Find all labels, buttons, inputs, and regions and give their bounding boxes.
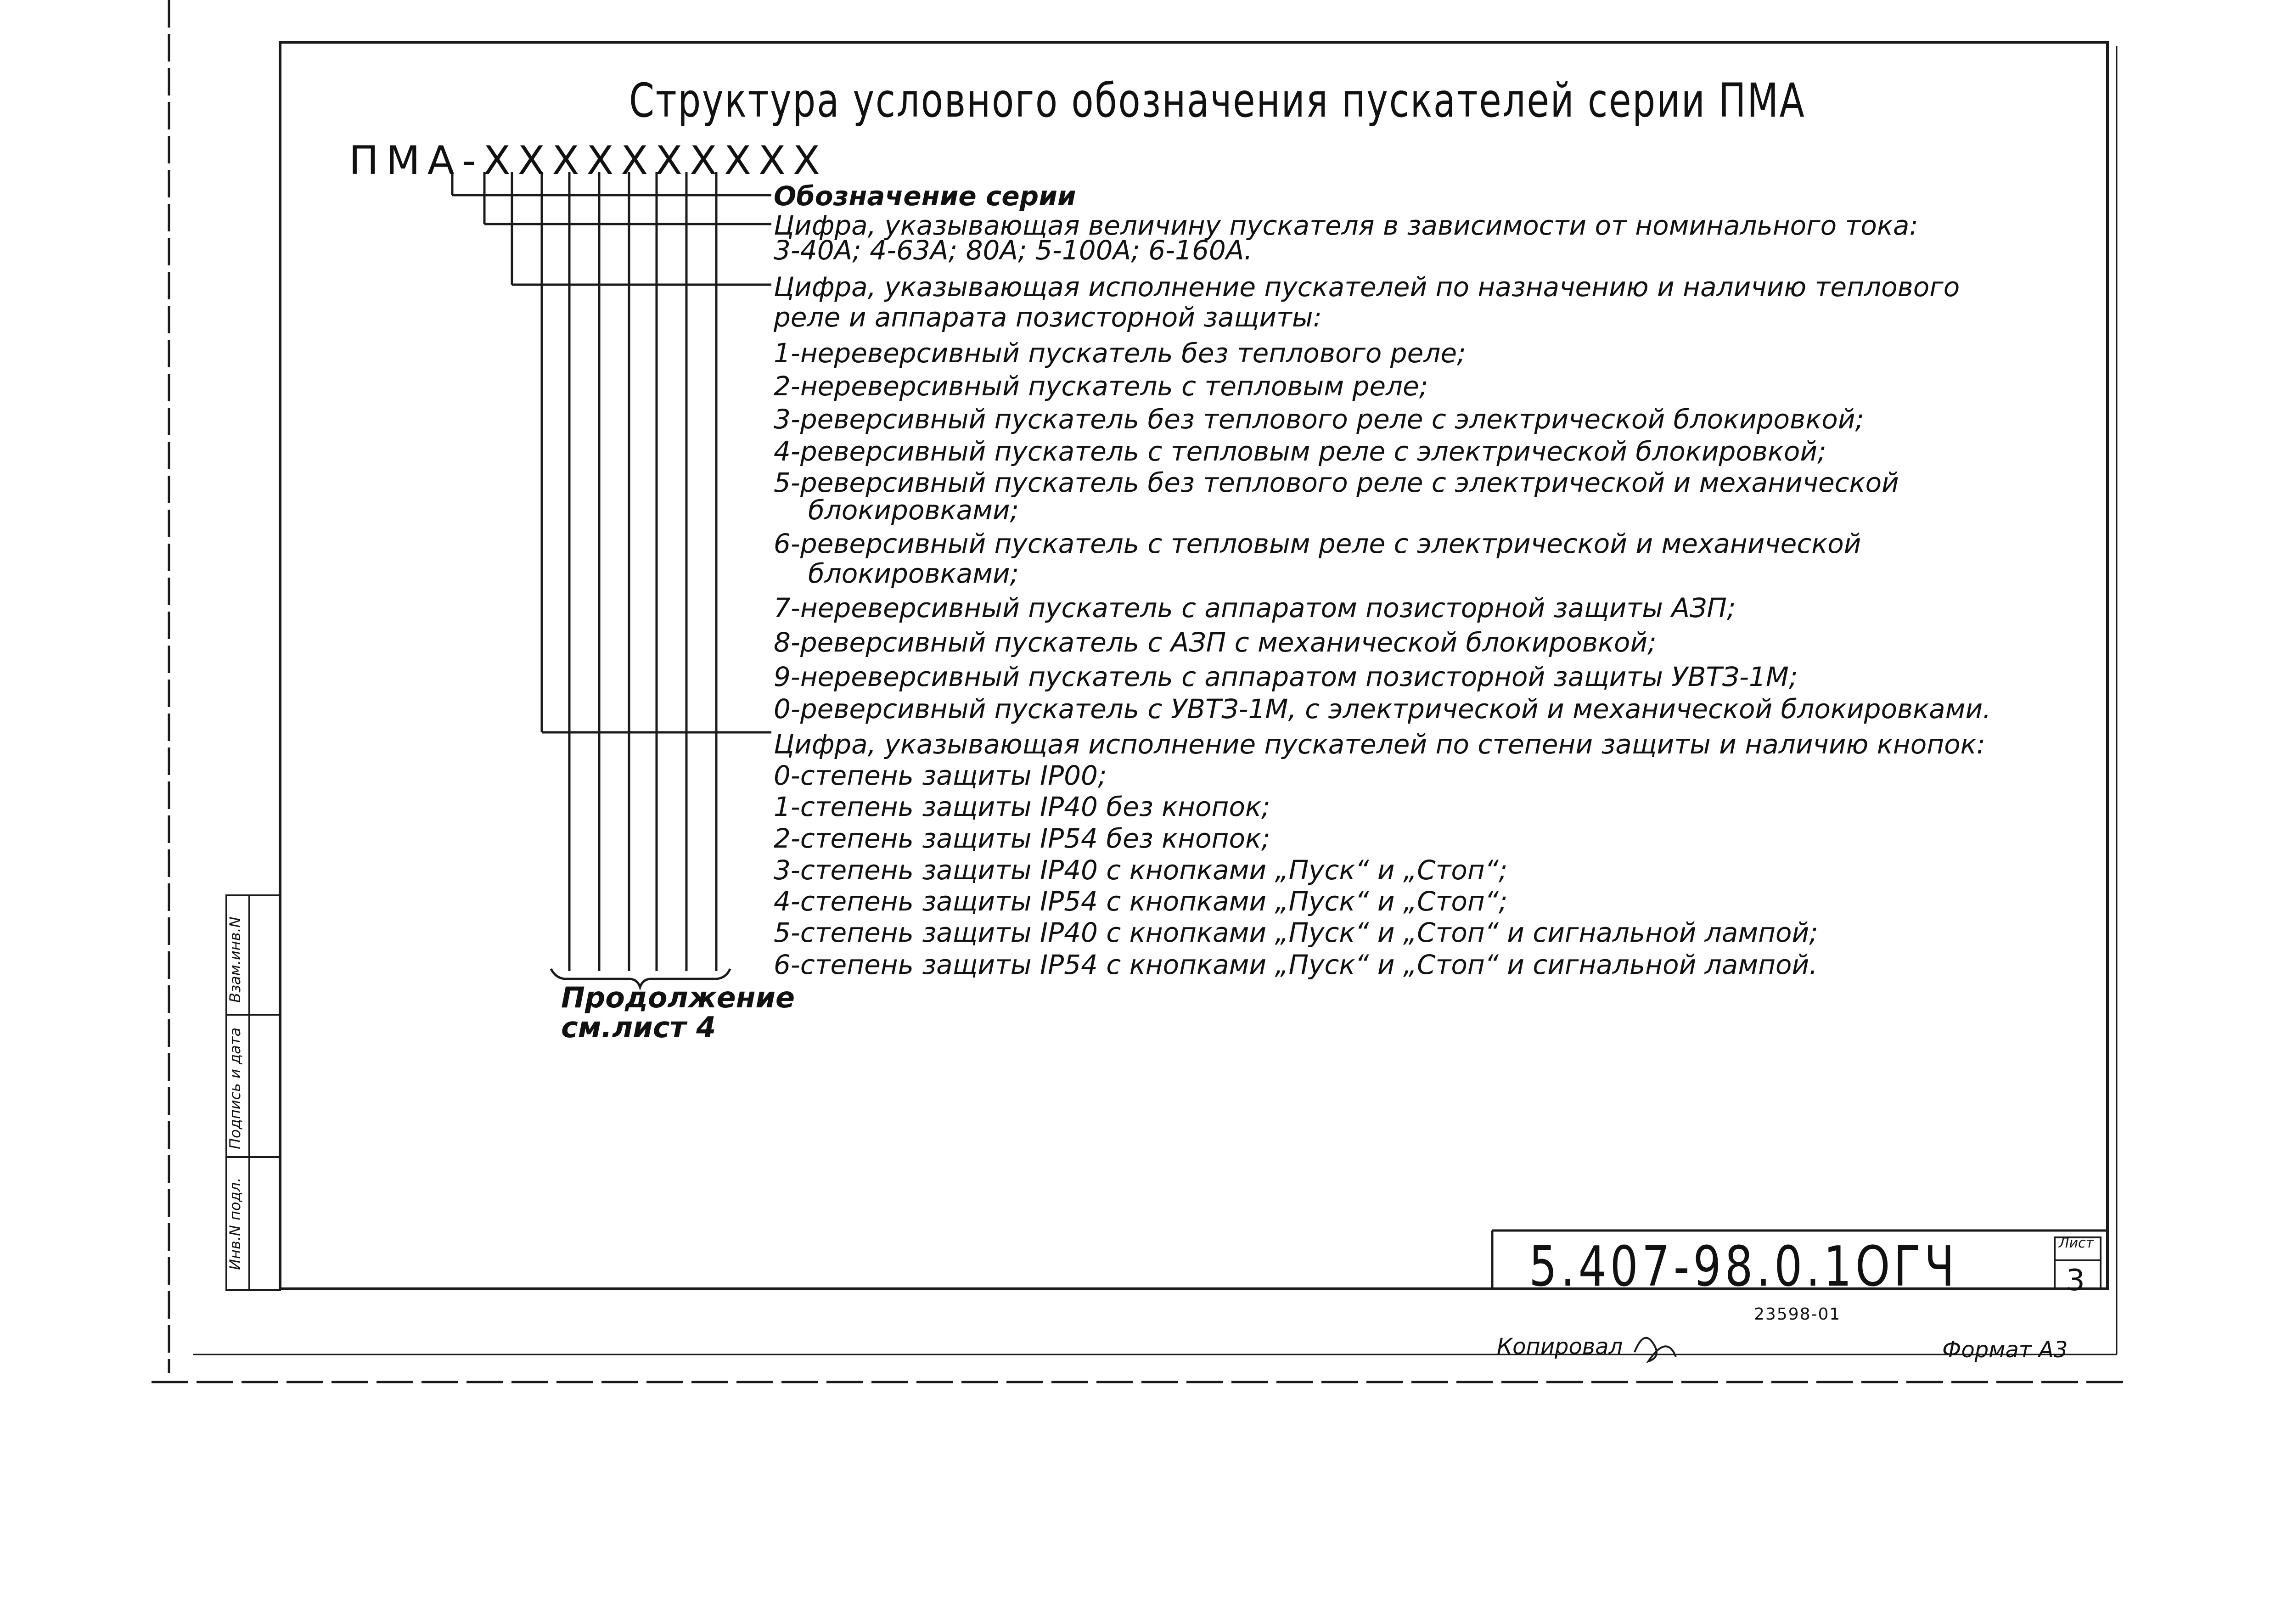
exec-item-cont: блокировками;: [808, 558, 1019, 589]
exec-item: 3-реверсивный пускатель без теплового реле с электрической блокировкой;: [774, 404, 1864, 435]
document-number: 5.407-98.0.1ОГЧ: [1529, 1235, 1958, 1299]
exec-item: 8-реверсивный пускатель с АЗП с механической блокировкой;: [774, 627, 1657, 658]
side-stamp: [226, 895, 249, 1281]
protection-item: 2-степень защиты IP54 без кнопок;: [774, 823, 1270, 854]
continuation-note: [561, 981, 795, 1045]
exec-item: 7-нереверсивный пускатель с аппаратом позисторной защиты АЗП;: [774, 592, 1736, 624]
exec-item: 0-реверсивный пускатель с УВТЗ-1М, с электрической и механической блокировками.: [774, 693, 1991, 725]
exec-header-cont: реле и аппарата позисторной защиты:: [774, 302, 1322, 333]
size-values: 3-40А; 4-63А; 80А; 5-100А; 6-160А.: [774, 235, 1253, 266]
copied-by: Копировал: [1497, 1334, 1623, 1360]
exec-item: 1-нереверсивный пускатель без теплового реле;: [774, 337, 1466, 369]
archive-number: 23598-01: [1754, 1305, 1841, 1324]
sheet-number: 3: [2066, 1264, 2085, 1298]
protection-item: 0-степень защиты IP00;: [774, 760, 1107, 791]
continuation-note-line: Продолжение: [561, 981, 795, 1014]
exec-item-cont: блокировками;: [808, 495, 1019, 526]
exec-header: Цифра, указывающая исполнение пускателей по назначению и наличию теплового: [774, 271, 1960, 303]
exec-item: 2-нереверсивный пускатель с тепловым реле;: [774, 371, 1428, 402]
exec-item: 4-реверсивный пускатель с тепловым реле с электрической блокировкой;: [774, 436, 1826, 467]
protection-item: 4-степень защиты IP54 с кнопками „Пуск“ и „Стоп“;: [774, 886, 1508, 917]
exec-item: 9-нереверсивный пускатель с аппаратом позисторной защиты УВТЗ-1М;: [774, 661, 1798, 692]
designation-code: ПМА-XXXXXXXXXX: [349, 138, 827, 184]
page-title: Структура условного обозначения пускателей серии ПМА: [629, 73, 1806, 128]
continuation-note-line: см.лист 4: [561, 1011, 716, 1045]
exec-item: 6-реверсивный пускатель с тепловым реле с электрической и механической: [774, 528, 1861, 559]
sheet-format: Формат А3: [1942, 1337, 2068, 1363]
protection-item: 5-степень защиты IP40 с кнопками „Пуск“ и „Стоп“ и сигнальной лампой;: [774, 917, 1818, 948]
stamp-inv-no: Инв.N подл.: [226, 1177, 244, 1270]
protection-item: 6-степень защиты IP54 с кнопками „Пуск“ и „Стоп“ и сигнальной лампой.: [774, 949, 1818, 980]
series-label: Обозначение серии: [774, 180, 1076, 212]
protection-item: 3-степень защиты IP40 с кнопками „Пуск“ и „Стоп“;: [774, 854, 1508, 886]
stamp-sign-date: Подпись и дата: [226, 1027, 244, 1149]
size-header: Цифра, указывающая величину пускателя в зависимости от номинального тока:: [774, 210, 1918, 241]
protection-item: 1-степень защиты IP40 без кнопок;: [774, 791, 1270, 822]
protection-header: Цифра, указывающая исполнение пускателей по степени защиты и наличию кнопок:: [774, 729, 1986, 760]
exec-item: 5-реверсивный пускатель без теплового реле с электрической и механической: [774, 467, 1899, 498]
sheet-label: Лист: [2059, 1235, 2094, 1251]
stamp-replace-inv: Взам.инв.N: [226, 916, 244, 1003]
